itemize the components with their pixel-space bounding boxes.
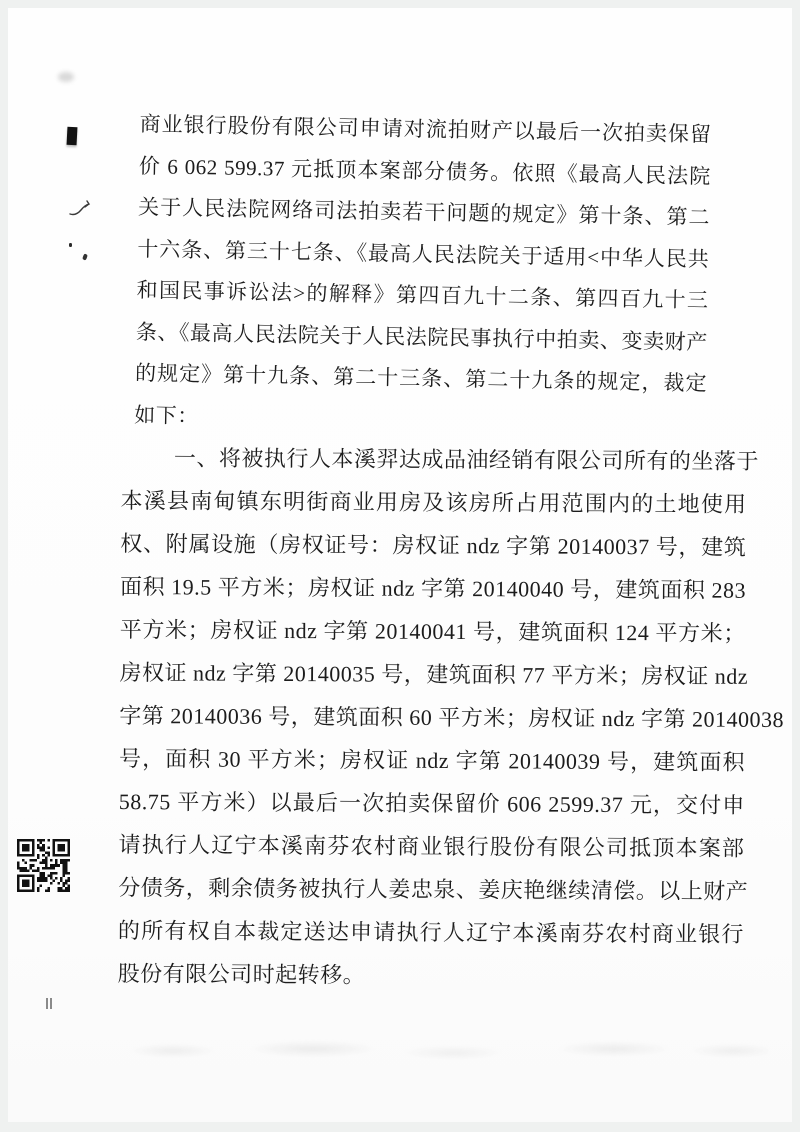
text-line: 房权证 ndz 字第 20140035 号，建筑面积 77 平方米；房权证 ndz [119,659,749,689]
text-line: 股份有限公司时起转移。 [117,960,366,988]
pen-squiggle-mark [68,198,94,220]
text-line: 一、将被执行人本溪羿达成品油经销有限公司所有的坐落于 [173,445,759,474]
text-line: 字第 20140036 号，建筑面积 60 平方米；房权证 ndz 字第 20140038 [119,702,785,733]
text-line: 关于人民法院网络司法拍卖若干问题的规定》第十条、第二 [137,194,711,230]
text-line: 的规定》第十九条、第二十三条、第二十九条的规定，裁定 [134,360,708,396]
smudge-mark [58,72,74,82]
text-line: 权、附属设施（房权证号：房权证 ndz 字第 20140037 号，建筑 [120,530,747,560]
qr-code [17,839,70,892]
text-line: 分债务，剩余债务被执行人姜忠泉、姜庆艳继续清偿。以上财产 [118,874,749,904]
text-line: 和国民事诉讼法>的解释》第四百九十二条、第四百九十三 [136,277,709,313]
text-line: 请执行人辽宁本溪南芬农村商业银行股份有限公司抵顶本案部 [118,831,745,861]
text-line: 平方米；房权证 ndz 字第 20140041 号，建筑面积 124 平方米； [119,616,746,646]
text-line: 如下： [134,402,200,428]
ink-dot [82,253,88,260]
bleed-through-text-band [68,1030,768,1068]
text-line: 条、《最高人民法院关于人民法院民事执行中拍卖、变卖财产 [135,319,708,354]
ink-block-mark [67,127,78,145]
text-line: 58.75 平方米）以最后一次拍卖保留价 606 2599.37 元，交付申 [118,788,745,818]
text-line: 价 6 062 599.37 元抵顶本案部分债务。依照《最高人民法院 [138,153,711,188]
text-line: 商业银行股份有限公司申请对流拍财产以最后一次拍卖保留 [139,111,712,147]
ruling-basis-paragraph [134,104,712,446]
text-line: 的所有权自本裁定送达申请执行人辽宁本溪南芬农村商业银行 [117,917,745,947]
document-page [8,8,792,1122]
text-line: 号，面积 30 平方米；房权证 ndz 字第 20140039 号，建筑面积 [118,745,746,775]
ruling-item-one-paragraph [117,436,785,999]
text-line: 本溪县南甸镇东明街商业用房及该房所占用范围内的土地使用 [120,487,747,517]
text-line: 十六条、第三十七条、《最高人民法院关于适用<中华人民共 [137,236,710,271]
double-bar-mark [46,996,54,1008]
text-line: 面积 19.5 平方米；房权证 ndz 字第 20140040 号，建筑面积 283 [120,573,747,603]
ink-dot [69,243,72,247]
